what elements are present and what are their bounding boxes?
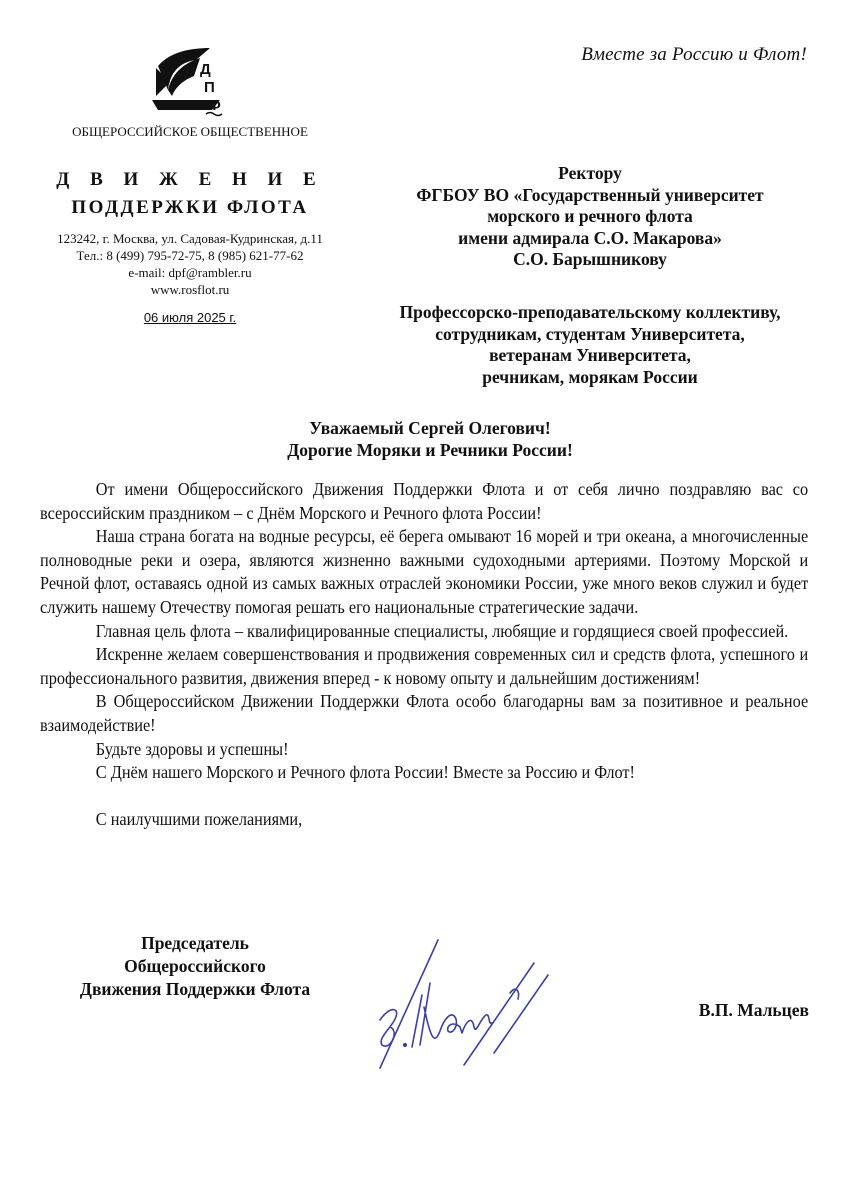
header-motto: Вместе за Россию и Флот! xyxy=(581,44,807,65)
signer-title-line: Движения Поддержки Флота xyxy=(79,979,311,999)
organization-address: 123242, г. Москва, ул. Садовая-Кудринская, д.11 xyxy=(57,231,323,246)
letter-body xyxy=(40,478,808,831)
signer-title-line: Общероссийского xyxy=(124,956,266,976)
letter-date: 06 июля 2025 г. xyxy=(143,310,237,325)
svg-text:Д: Д xyxy=(200,61,211,78)
body-paragraph: С Днём нашего Морского и Речного флота России! Вместе за Россию и Флот! xyxy=(95,762,635,783)
addressee-line: речникам, морякам России xyxy=(482,366,698,387)
addressee-line: сотрудникам, студентам Университета, xyxy=(435,323,745,344)
addressee-line: морского и речного флота xyxy=(487,206,693,226)
handwritten-signature-icon xyxy=(360,935,560,1070)
organization-website[interactable]: www.rosflot.ru xyxy=(150,282,230,297)
organization-name-line1: Д В И Ж Е Н И Е xyxy=(56,169,324,190)
greeting xyxy=(40,418,820,461)
organization-phones: Тел.: 8 (499) 795-72-75, 8 (985) 621-77-62 xyxy=(76,248,304,263)
addressee-line: имени адмирала С.О. Макарова» xyxy=(458,227,722,248)
organization-name-line2: ПОДДЕРЖКИ ФЛОТА xyxy=(71,197,309,218)
addressee-collective xyxy=(360,302,820,388)
body-paragraph: Искренне желаем совершенствования и продвижения современных сил и средств флота, успешного и профессионального развития, движения вперед - к новому опыту и дальнейшим достижениям! xyxy=(40,644,809,688)
body-paragraph: Будьте здоровы и успешны! xyxy=(95,738,289,759)
body-paragraph: От имени Общероссийского Движения Поддержки Флота и от себя лично поздравляю вас со всероссийским праздником – с Днём Морского и Речного флота России! xyxy=(40,479,809,523)
addressee-rector xyxy=(360,163,820,271)
addressee-line: ФГБОУ ВО «Государственный университет xyxy=(416,184,764,205)
greeting-line2: Дорогие Моряки и Речники России! xyxy=(287,439,573,460)
addressee-line: ветеранам Университета, xyxy=(489,345,691,365)
addressee-line: Ректору xyxy=(558,163,622,183)
signer-name: В.П. Мальцев xyxy=(698,1000,809,1020)
addressee-line: С.О. Барышникову xyxy=(513,249,667,269)
signer-title-line: Председатель xyxy=(141,933,249,953)
organization-logo-icon xyxy=(150,46,230,118)
organization-contacts xyxy=(40,230,340,298)
closing-phrase: С наилучшими пожеланиями, xyxy=(95,808,303,829)
signer-title xyxy=(40,932,350,1001)
svg-text:П: П xyxy=(204,79,215,96)
organization-name xyxy=(40,166,340,222)
body-paragraph: Наша страна богата на водные ресурсы, её берега омывают 16 морей и три океана, а многочисленные полноводные реки и озера, являются жизненно важными судоходными артериями. Поэтому Морской и Речной флот, оставаясь одной из самых важных отраслей экономики России, уже много веков служил и будет служить нашему Отечеству помогая решать его национальные стратегические задачи. xyxy=(40,526,809,617)
svg-text:Ф: Ф xyxy=(208,97,221,114)
body-paragraph: В Общероссийском Движении Поддержки Флота особо благодарны вам за позитивное и реальное взаимодействие! xyxy=(40,691,809,735)
organization-email[interactable]: e-mail: dpf@rambler.ru xyxy=(128,265,252,280)
organization-subtitle: ОБЩЕРОССИЙСКОЕ ОБЩЕСТВЕННОЕ xyxy=(72,124,308,139)
addressee-line: Профессорско-преподавательскому коллективу, xyxy=(399,302,781,322)
body-paragraph: Главная цель флота – квалифицированные специалисты, любящие и гордящиеся своей профессией. xyxy=(95,620,789,641)
greeting-line1: Уважаемый Сергей Олегович! xyxy=(309,418,551,438)
